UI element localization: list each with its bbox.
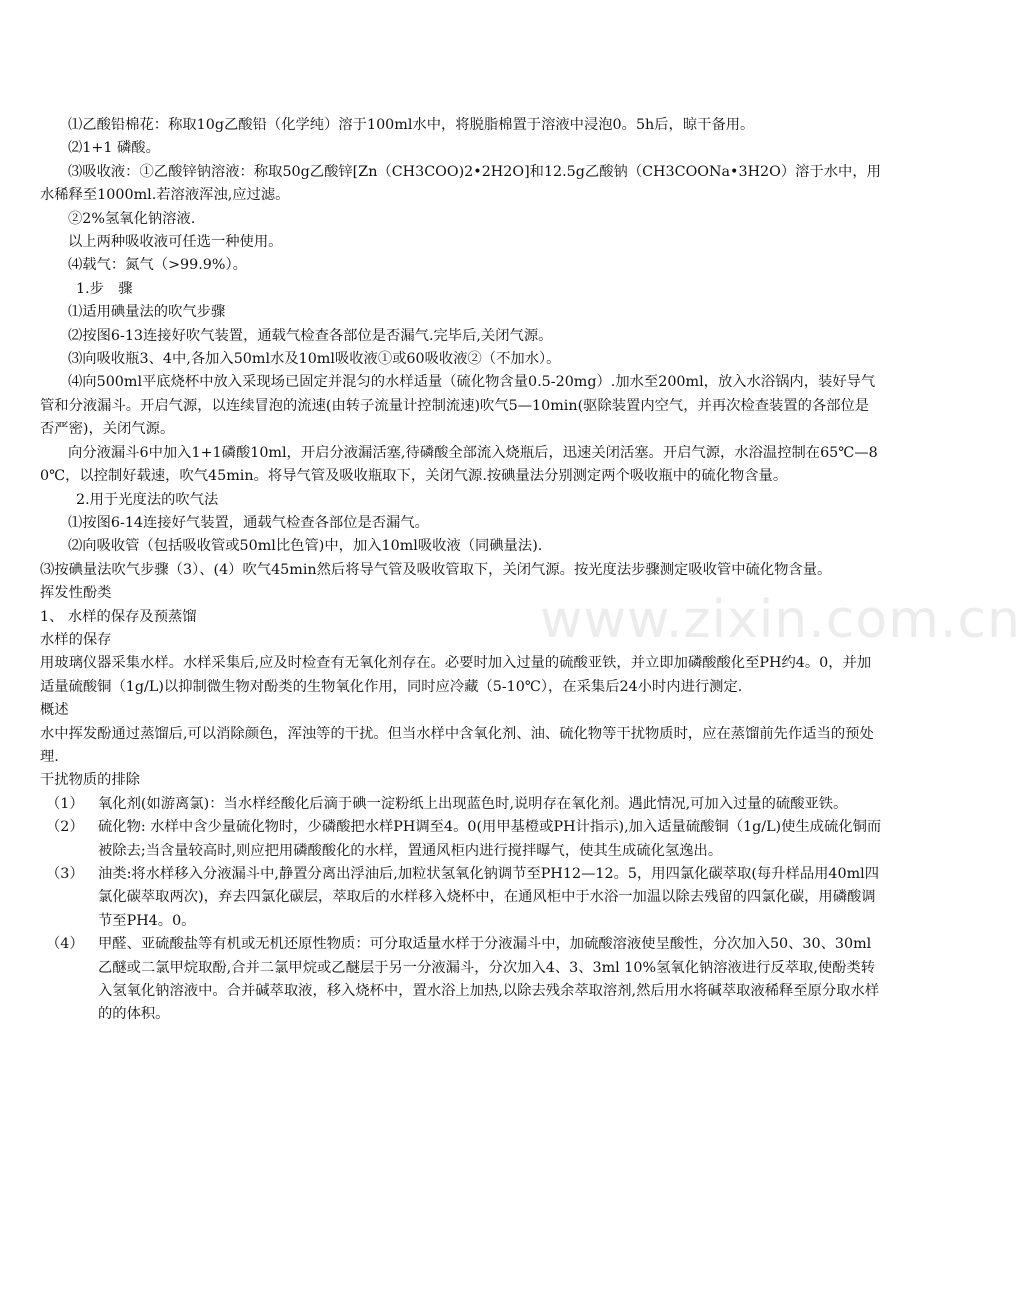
list-item <box>40 793 882 816</box>
paragraph-naoh-solution: ②2%氢氧化钠溶液. <box>68 210 196 227</box>
paragraph-overview: 水中挥发酚通过蒸馏后,可以消除颜色，浑浊等的干扰。但当水样中含氧化剂、油、硫化物等干扰物质时，应在蒸馏前先作适当的预处理. <box>40 725 874 765</box>
paragraph-absorption-tube: ⑵向吸收管（包括吸收管或50ml比色管)中，加入10ml吸收液（同碘量法). <box>68 538 543 555</box>
paragraph-connect-6-14: ⑴按图6-14连接好气装置，通载气检查各部位是否漏气。 <box>68 514 429 531</box>
heading-interference-removal: 干扰物质的排除 <box>40 772 141 789</box>
document-body <box>40 114 882 1027</box>
list-item-number: （2） <box>46 819 84 836</box>
paragraph-absorption-bottles: ⑶向吸收瓶3、4中,各加入50ml水及10ml吸收液①或60吸收液②（不加水）。 <box>68 351 561 368</box>
list-item-text: 氧化剂(如游离氯)：当水样经酸化后滴于碘一淀粉纸上出现蓝色时,说明存在氧化剂。遇此情况,可加入过量的硫酸亚铁。 <box>98 795 848 812</box>
heading-overview: 概述 <box>40 702 69 719</box>
paragraph-carrier-gas: ⑷载气：氮气（>99.9%）。 <box>68 257 247 274</box>
list-item <box>40 933 882 1027</box>
list-item-text: 甲醛、亚硫酸盐等有机或无机还原性物质：可分取适量水样于分液漏斗中，加硫酸溶液使呈酸性，分次加入50、30、30ml 乙醚或二氯甲烷取酚,合并二氯甲烷或乙醚层于另一分液漏斗，分次加入4、3、3ml 10%氢氧化钠溶液进行反萃取,使酚类转入氢氧化钠溶液中。合并碱萃取液，移入烧杯中，置水浴上加热,以除去残余萃取溶剂,然后用水将碱萃取液稀释至原分取水样的的体积。 <box>98 936 880 1023</box>
list-item <box>40 863 882 933</box>
heading-steps: 1.步 骤 <box>76 280 133 297</box>
paragraph-blow-45min: ⑶按碘量法吹气步骤（3）、(4）吹气45min然后将导气管及吸收管取下，关闭气源。按光度法步骤测定吸收管中硫化物含量。 <box>40 561 832 578</box>
paragraph-choose-absorbent: 以上两种吸收液可任选一种使用。 <box>68 234 283 251</box>
paragraph-funnel-procedure: 向分液漏斗6中加入1+1磷酸10ml，开启分液漏活塞,待磷酸全部流入烧瓶后，迅速关闭活塞。开启气源，水浴温控制在65℃—80℃，以控制好载速，吹气45min。将导气管及吸收瓶取下，关闭气源.按碘量法分别测定两个吸收瓶中的硫化物含量。 <box>40 444 878 485</box>
paragraph-connect-apparatus: ⑵按图6-13连接好吹气装置，通载气检查各部位是否漏气.完毕后,关闭气源。 <box>68 327 553 344</box>
heading-photometric: 2.用于光度法的吹气法 <box>76 491 219 508</box>
list-item-text: 油类:将水样移入分液漏斗中,静置分离出浮油后,加粒状氢氧化钠调节至PH12—12。5，用四氯化碳萃取(每升样品用40ml四氯化碳萃取两次)，弃去四氯化碳层，萃取后的水样移入烧杯中，在通风柜中于水浴一加温以除去残留的四氯化碳，用磷酸调节至PH4。0。 <box>98 866 880 929</box>
heading-volatile-phenols: 挥发性酚类 <box>40 585 112 602</box>
paragraph-absorbent: ⑶吸收液：①乙酸锌钠溶液：称取50g乙酸锌[Zn（CH3COO)2•2H2O]和12.5g乙酸钠（CH3COONa•3H2O）溶于水中，用水稀释至1000ml.若溶液浑浊,应过滤。 <box>40 163 881 204</box>
paragraph-iodometric-steps: ⑴适用碘量法的吹气步骤 <box>68 304 226 321</box>
watermark-text: www.zixin.com.cn <box>540 590 1021 650</box>
paragraph-flask-procedure: ⑷向500ml平底烧杯中放入采现场已固定并混匀的水样适量（硫化物含量0.5-20mg）.加水至200ml，放入水浴锅内，装好导气管和分液漏斗。开启气源，以连续冒泡的流速(由转子流量计控制流速)吹气5—10min(驱除装置内空气，并再次检查装置的各部位是否严密)，关闭气源。 <box>40 374 876 438</box>
paragraph-lead-acetate-cotton: ⑴乙酸铅棉花：称取10g乙酸铅（化学纯）溶于100ml水中，将脱脂棉置于溶液中浸泡0。5h后，晾干备用。 <box>68 117 755 133</box>
list-item-number: （4） <box>46 936 84 953</box>
heading-sample-storage: 水样的保存 <box>40 631 112 648</box>
paragraph-sample-storage: 用玻璃仪器采集水样。水样采集后,应及时检查有无氧化剂存在。必要时加入过量的硫酸亚铁，并立即加磷酸酸化至PH约4。0，并加适量硫酸铜（1g/L)以抑制微生物对酚类的生物氧化作用，同时应冷藏（5-10℃），在采集后24小时内进行测定. <box>40 655 872 695</box>
heading-storage-distillation: 1、 水样的保存及预蒸馏 <box>40 608 197 625</box>
list-item-number: （3） <box>46 866 84 882</box>
list-item-number: （1） <box>46 795 84 812</box>
paragraph-phosphoric-acid: ⑵1+1 磷酸。 <box>68 140 160 157</box>
list-item-text: 硫化物: 水样中含少量硫化物时，少磷酸把水样PH调至4。0(用甲基橙或PH计指示),加入适量硫酸铜（1g/L)使生成硫化铜而被除去;当含量较高时,则应把用磷酸酸化的水样，置通风柜内进行搅拌曝气，使其生成硫化氢逸出。 <box>98 819 882 859</box>
list-item <box>40 816 882 863</box>
